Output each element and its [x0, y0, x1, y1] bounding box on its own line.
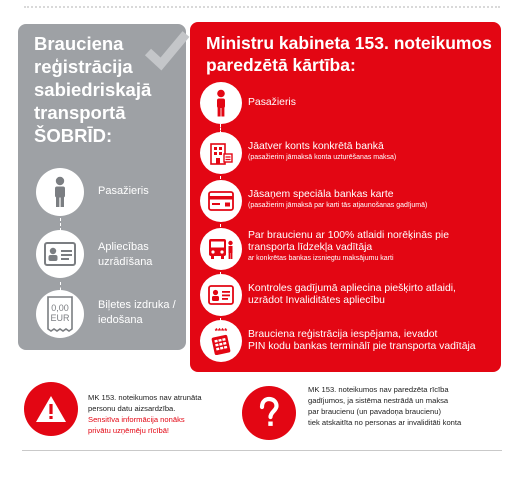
warning-line: personu datu aizsardzība.: [88, 404, 176, 413]
right-item-passenger: [200, 82, 498, 132]
left-item-id-card: [36, 230, 196, 290]
current-registration-title: [34, 32, 184, 147]
person-icon: [36, 168, 84, 216]
top-divider: [24, 6, 500, 14]
item-note: ar konkrētas bankas izsniegtu maksājumu karti: [248, 255, 394, 262]
warning-triangle-icon: [24, 382, 78, 436]
title-line: paredzētā kārtība:: [206, 55, 356, 75]
right-item-disability-card: [200, 274, 498, 324]
id-card-icon: [36, 230, 84, 278]
bank-icon: [200, 132, 242, 174]
id-card-icon: [200, 274, 242, 316]
item-label: Brauciena reģistrācija iespējama, ievadot: [248, 329, 438, 340]
system-failure-warning: [308, 384, 461, 428]
warning-line: MK 153. noteikumos nav paredzēta rīcība: [308, 385, 449, 394]
ticket-amount: 0,00: [51, 303, 69, 313]
left-item-passenger: [36, 168, 196, 228]
regulation-procedure-panel: [190, 22, 501, 372]
title-line: transportā: [34, 102, 126, 123]
item-note: (pasažierim jāmaksā konta uzturēšanas maksa): [248, 154, 397, 161]
item-label: Pasažieris: [248, 97, 296, 108]
warning-line: MK 153. noteikumos nav atrunāta: [88, 393, 202, 402]
item-note: (pasažierim jāmaksā par karti tās atjaunošanas gadījumā): [248, 202, 428, 209]
right-item-bank-card: [200, 180, 498, 230]
bottom-divider: [22, 450, 502, 451]
item-label: Biļetes izdruka /: [98, 299, 176, 311]
svg-text:****: ****: [214, 327, 228, 336]
item-label: PIN kodu bankas terminālī pie transporta vadītāja: [248, 341, 476, 352]
warning-line-highlight: privātu uzņēmēju rīcībā!: [88, 426, 170, 435]
regulation-title: [206, 32, 496, 76]
item-label: Apliecības: [98, 241, 149, 253]
bus-icon: [200, 228, 242, 270]
warning-line: par braucienu (un pavadoņa braucienu): [308, 407, 441, 416]
left-item-ticket: [36, 290, 196, 350]
right-item-bank-account: [200, 132, 498, 182]
warning-line: gadījumos, ja sistēma nestrādā un maksa: [308, 396, 449, 405]
warning-line: tiek atskaitīta no personas ar invaliditāti konta: [308, 418, 462, 427]
item-label: Pasažieris: [98, 185, 149, 197]
title-line: sabiedriskajā: [34, 79, 152, 100]
question-mark-icon: [242, 386, 296, 440]
item-label: uzrādot Invaliditātes apliecību: [248, 295, 385, 306]
title-line: Ministru kabineta 153. noteikumos: [206, 33, 492, 53]
item-label: Par braucienu ar 100% atlaidi norēķinās pie: [248, 230, 450, 241]
right-item-pin-terminal: [200, 320, 498, 370]
title-line: Brauciena: [34, 33, 124, 54]
right-item-bus-payment: [200, 228, 498, 278]
title-line: reģistrācija: [34, 56, 133, 77]
item-label: Kontroles gadījumā apliecina piešķirto atlaidi,: [248, 283, 456, 294]
item-label: Jāatver konts konkrētā bankā: [248, 141, 384, 152]
ticket-icon: [36, 290, 84, 338]
item-label: transporta līdzekļa vadītāja: [248, 242, 373, 253]
warning-line-highlight: Sensitīva informācija nonāks: [88, 415, 185, 424]
item-label: iedošana: [98, 314, 143, 326]
item-label: Jāsaņem speciāla bankas karte: [248, 189, 394, 200]
current-registration-panel: [18, 24, 186, 350]
pin-terminal-icon: [200, 320, 242, 362]
ticket-currency: EUR: [50, 313, 70, 323]
person-icon: [200, 82, 242, 124]
data-protection-warning: [88, 392, 202, 436]
bank-card-icon: [200, 180, 242, 222]
title-line: ŠOBRĪD:: [34, 125, 113, 146]
item-label: uzrādīšana: [98, 256, 153, 268]
